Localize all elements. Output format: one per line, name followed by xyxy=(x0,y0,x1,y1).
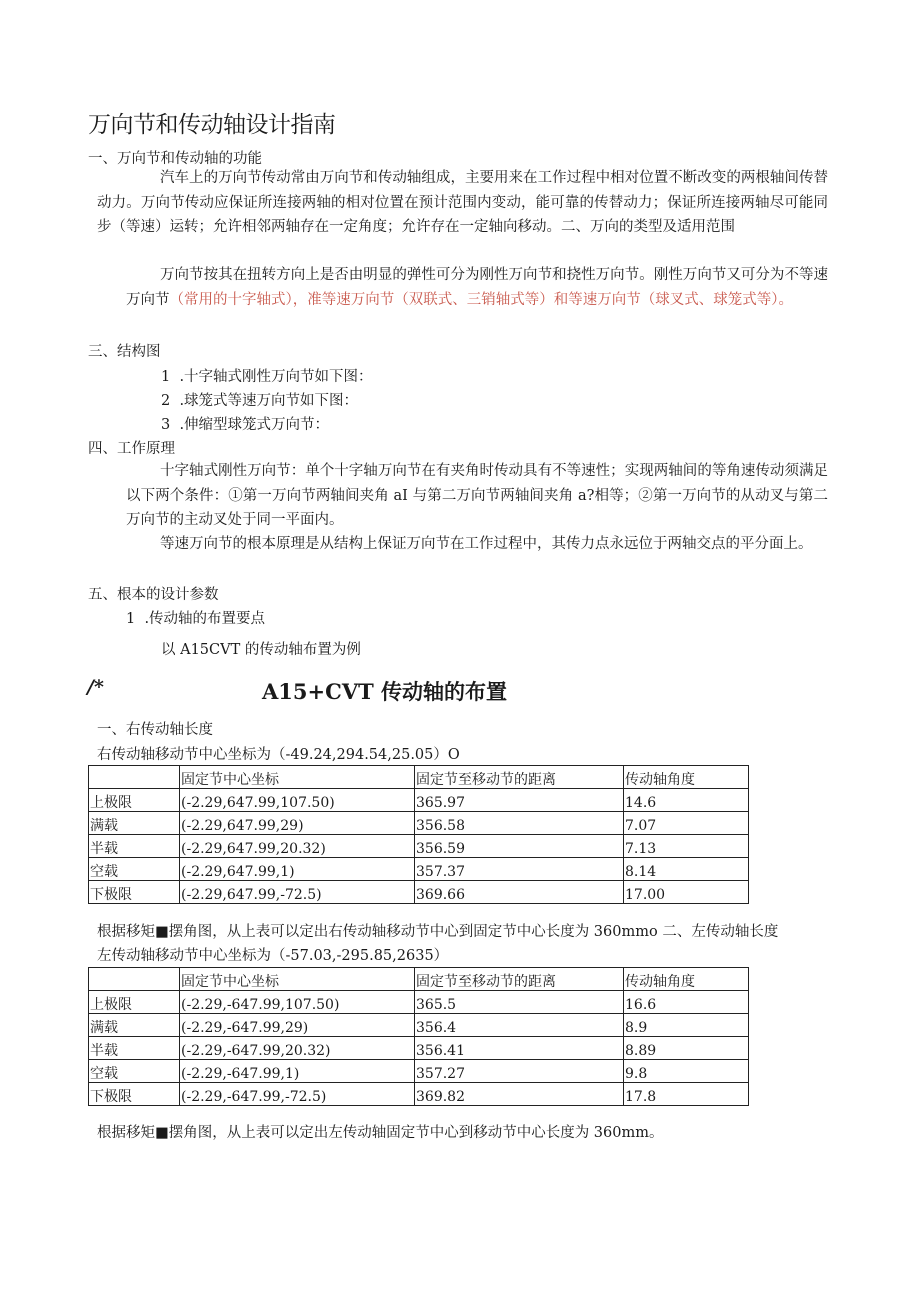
header-cell: 固定节至移动节的距离 xyxy=(415,766,624,789)
header-cell xyxy=(89,968,180,991)
distance-cell: 369.82 xyxy=(415,1083,624,1106)
distance-cell: 369.66 xyxy=(415,881,624,904)
coord-cell: (-2.29,647.99,107.50) xyxy=(180,789,415,812)
row-label: 上极限 xyxy=(89,991,180,1014)
section-4-paragraph-2: 等速万向节的根本原理是从结构上保证万向节在工作过程中，其传力点永远位于两轴交点的平分面上。 xyxy=(160,536,813,552)
coord-cell: (-2.29,647.99,29) xyxy=(180,812,415,835)
layout-example: 以 A15CVT 的传动轴布置为例 xyxy=(161,642,361,658)
distance-cell: 365.97 xyxy=(415,789,624,812)
structure-item-2: 2 .球笼式等速万向节如下图： xyxy=(161,393,359,409)
left-shaft-coord: 左传动轴移动节中心坐标为（-57.03,-295.85,2635） xyxy=(97,948,449,964)
coord-cell: (-2.29,-647.99,107.50) xyxy=(180,991,415,1014)
section-2-text: 万向节按其在扭转方向上是否由明显的弹性可分为刚性万向节和挠性万向节。刚性万向节又可分为不等速万向节 xyxy=(126,267,828,308)
section-2-highlight: （常用的十字轴式），准等速万向节（双联式、三销轴式等）和等速万向节（球叉式、球笼式等）。 xyxy=(169,291,793,308)
figure-title: A15+CVT 传动轴的布置 xyxy=(262,679,508,704)
row-label: 下极限 xyxy=(89,881,180,904)
table-row xyxy=(89,1037,749,1060)
table-row xyxy=(89,881,749,904)
angle-cell: 8.14 xyxy=(624,858,749,881)
row-label: 半载 xyxy=(89,1037,180,1060)
coord-cell: (-2.29,647.99,20.32) xyxy=(180,835,415,858)
distance-cell: 357.27 xyxy=(415,1060,624,1083)
table-row xyxy=(89,812,749,835)
table-row xyxy=(89,1060,749,1083)
angle-cell: 7.07 xyxy=(624,812,749,835)
figure-mark: /* xyxy=(87,676,104,698)
angle-cell: 17.8 xyxy=(624,1083,749,1106)
header-cell: 固定节中心坐标 xyxy=(180,766,415,789)
section-5-heading: 五、根本的设计参数 xyxy=(88,587,219,603)
header-cell: 传动轴角度 xyxy=(624,968,749,991)
row-label: 满载 xyxy=(89,812,180,835)
table-header-row xyxy=(89,968,749,991)
distance-cell: 356.41 xyxy=(415,1037,624,1060)
left-shaft-table xyxy=(88,967,749,1106)
header-cell xyxy=(89,766,180,789)
coord-cell: (-2.29,647.99,-72.5) xyxy=(180,881,415,904)
coord-cell: (-2.29,-647.99,29) xyxy=(180,1014,415,1037)
table-row xyxy=(89,789,749,812)
distance-cell: 356.59 xyxy=(415,835,624,858)
table-row xyxy=(89,1014,749,1037)
right-shaft-table xyxy=(88,765,749,904)
angle-cell: 8.9 xyxy=(624,1014,749,1037)
table-row xyxy=(89,835,749,858)
section-1-paragraph: 汽车上的万向节传动常由万向节和传动轴组成，主要用来在工作过程中相对位置不断改变的两根轴间传替动力。万向节传动应保证所连接两轴的相对位置在预计范围内变动，能可靠的传替动力；保证所连接两轴尽可能同步（等速）运转；允许相邻两轴存在一定角度；允许存在一定轴向移动。二、万向的类型及适用范围 xyxy=(97,170,828,235)
table-row xyxy=(89,858,749,881)
coord-cell: (-2.29,-647.99,-72.5) xyxy=(180,1083,415,1106)
row-label: 满载 xyxy=(89,1014,180,1037)
left-shaft-note: 根据移矩■摆角图，从上表可以定出左传动轴固定节中心到移动节中心长度为 360mm。 xyxy=(97,1125,664,1141)
section-3-heading: 三、结构图 xyxy=(88,344,161,360)
section-2-paragraph xyxy=(126,263,828,312)
section-4-paragraph-1: 十字轴式刚性万向节：单个十字轴万向节在有夹角时传动具有不等速性；实现两轴间的等角速传动须满足以下两个条件：①第一万向节两轴间夹角 aI 与第二万向节两轴间夹角 a?相等；②第一万向节的从动叉与第二万向节的主动叉处于同一平面内。 xyxy=(126,463,828,528)
angle-cell: 16.6 xyxy=(624,991,749,1014)
row-label: 半载 xyxy=(89,835,180,858)
angle-cell: 7.13 xyxy=(624,835,749,858)
coord-cell: (-2.29,647.99,1) xyxy=(180,858,415,881)
section-1-heading: 一、万向节和传动轴的功能 xyxy=(88,151,262,167)
structure-item-3: 3 .伸缩型球笼式万向节： xyxy=(161,417,330,433)
header-cell: 固定节至移动节的距离 xyxy=(415,968,624,991)
distance-cell: 356.58 xyxy=(415,812,624,835)
row-label: 上极限 xyxy=(89,789,180,812)
row-label: 空载 xyxy=(89,858,180,881)
row-label: 空载 xyxy=(89,1060,180,1083)
table-row xyxy=(89,991,749,1014)
page-title: 万向节和传动轴设计指南 xyxy=(88,112,336,138)
header-cell: 传动轴角度 xyxy=(624,766,749,789)
section-4-heading: 四、工作原理 xyxy=(88,441,175,457)
angle-cell: 14.6 xyxy=(624,789,749,812)
angle-cell: 17.00 xyxy=(624,881,749,904)
angle-cell: 8.89 xyxy=(624,1037,749,1060)
coord-cell: (-2.29,-647.99,20.32) xyxy=(180,1037,415,1060)
right-shaft-note: 根据移矩■摆角图，从上表可以定出右传动轴移动节中心到固定节中心长度为 360mmo 二、左传动轴长度 xyxy=(97,924,779,940)
right-shaft-heading: 一、右传动轴长度 xyxy=(97,722,213,738)
layout-item-1: 1 .传动轴的布置要点 xyxy=(126,611,266,627)
table-header-row xyxy=(89,766,749,789)
distance-cell: 365.5 xyxy=(415,991,624,1014)
coord-cell: (-2.29,-647.99,1) xyxy=(180,1060,415,1083)
row-label: 下极限 xyxy=(89,1083,180,1106)
distance-cell: 356.4 xyxy=(415,1014,624,1037)
structure-item-1: 1 .十字轴式刚性万向节如下图： xyxy=(161,369,373,385)
table-row xyxy=(89,1083,749,1106)
angle-cell: 9.8 xyxy=(624,1060,749,1083)
right-shaft-coord: 右传动轴移动节中心坐标为（-49.24,294.54,25.05）O xyxy=(97,747,460,763)
distance-cell: 357.37 xyxy=(415,858,624,881)
header-cell: 固定节中心坐标 xyxy=(180,968,415,991)
